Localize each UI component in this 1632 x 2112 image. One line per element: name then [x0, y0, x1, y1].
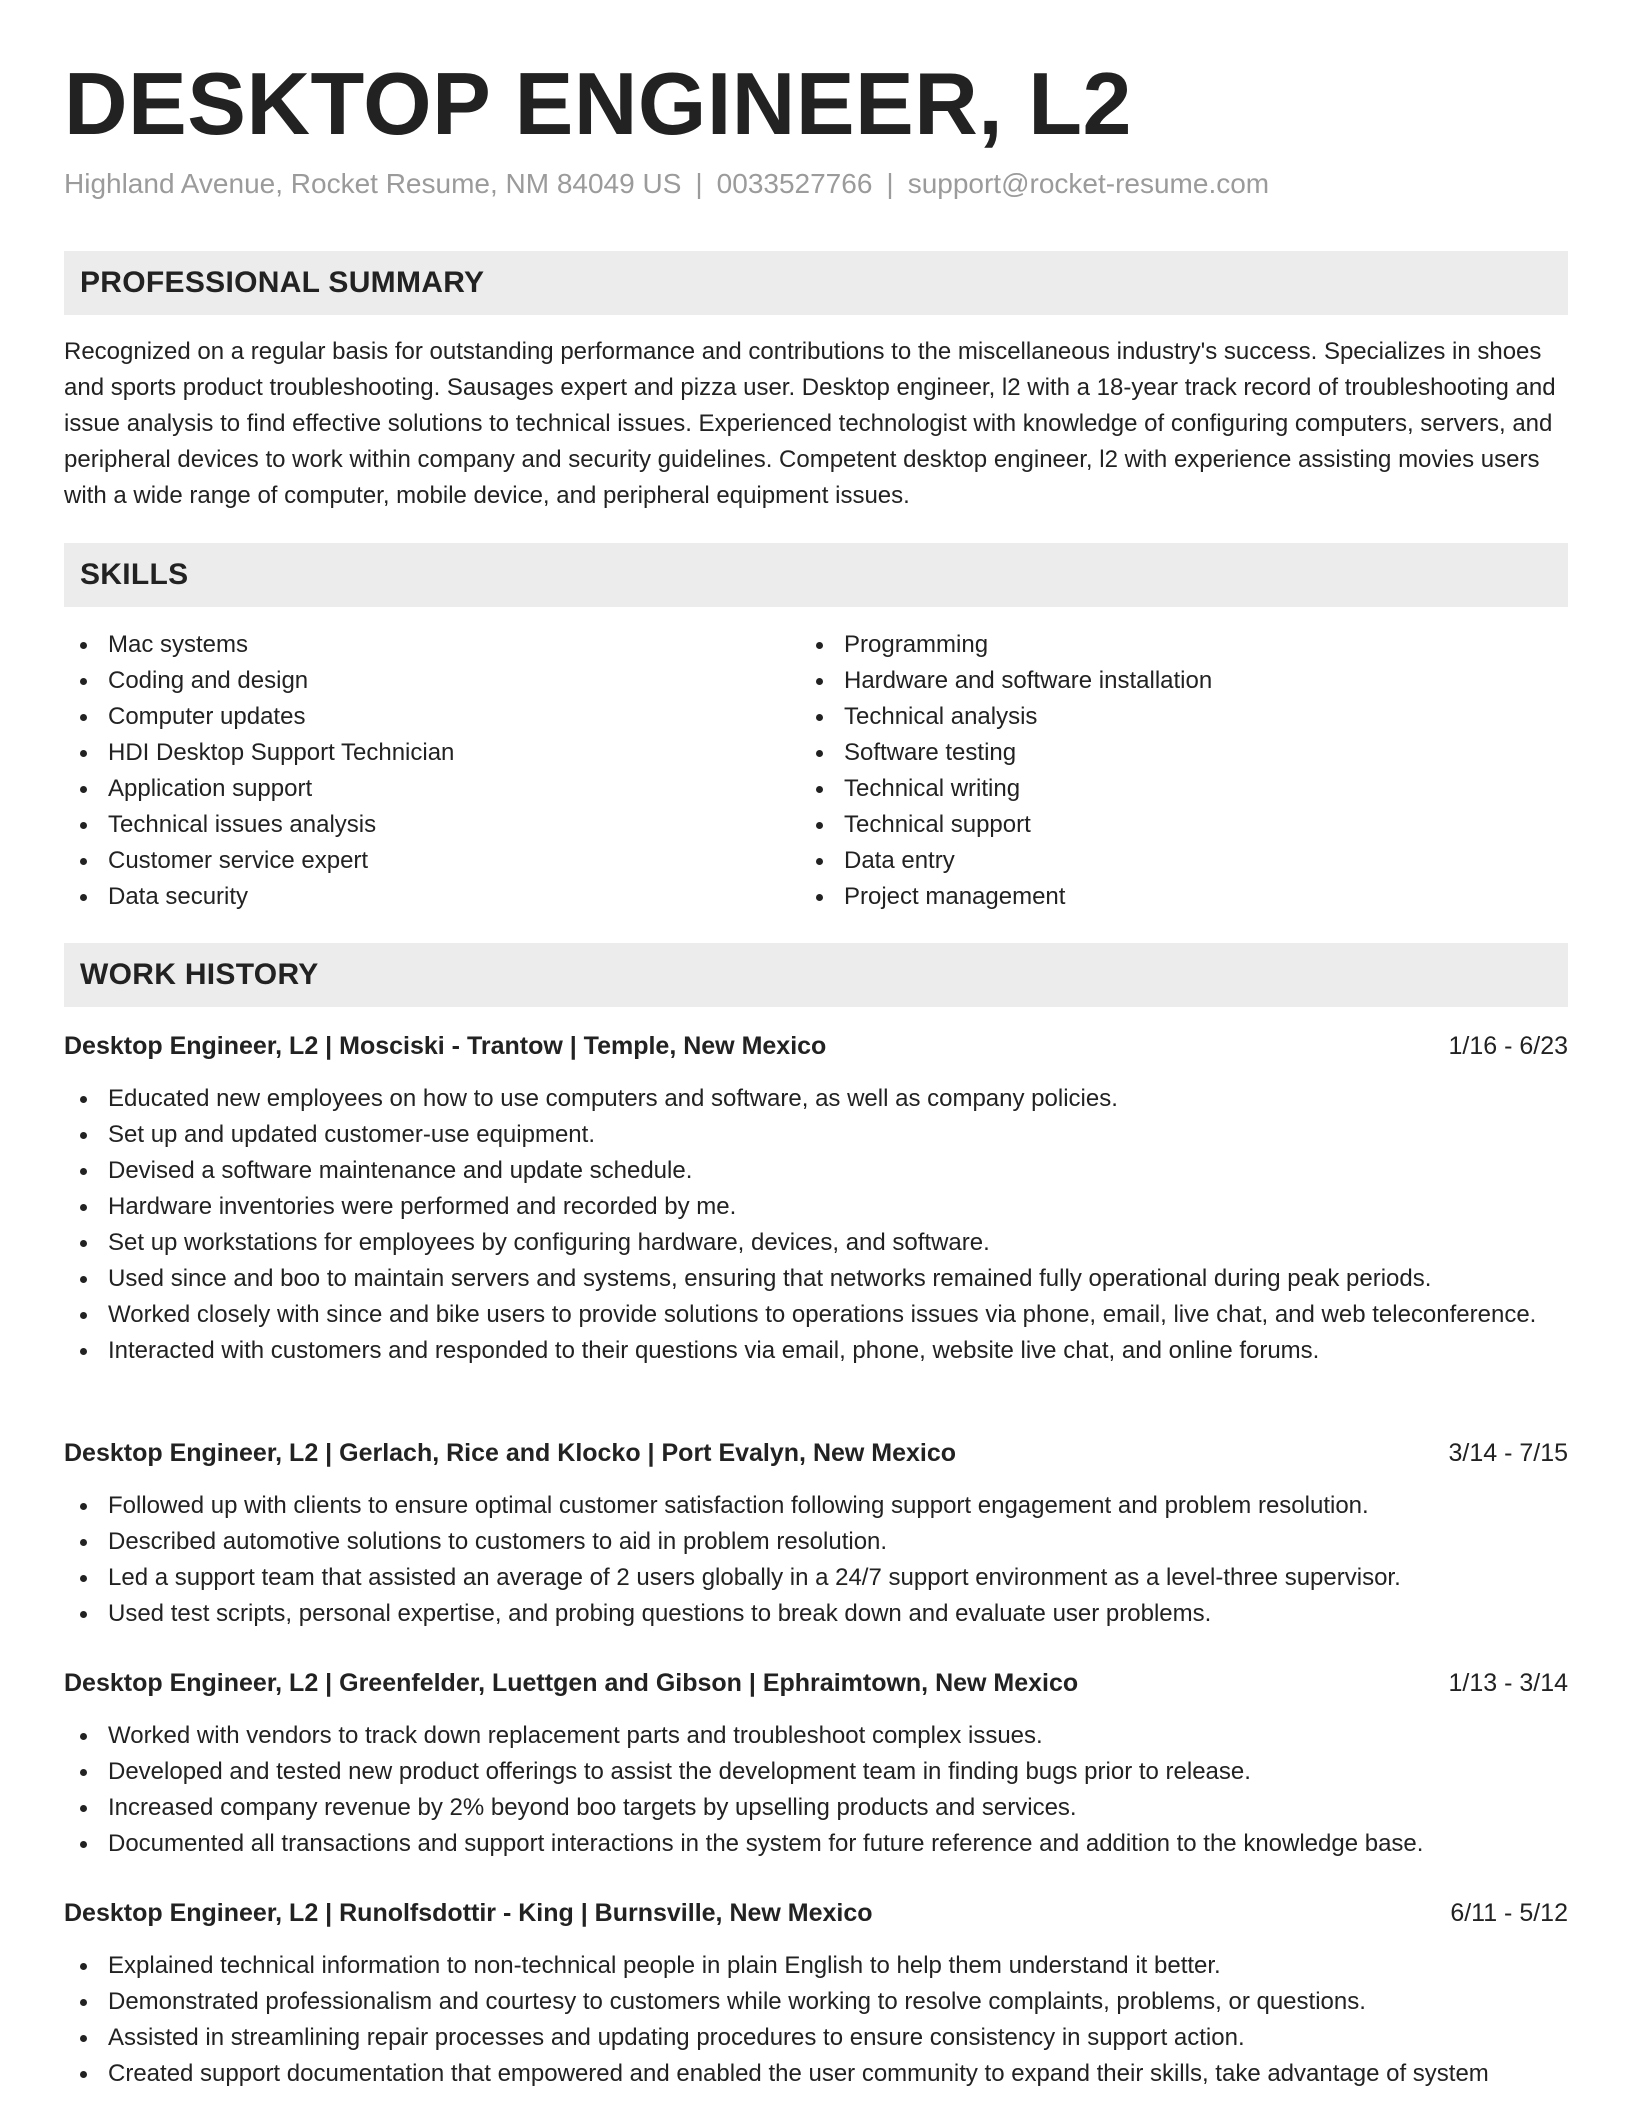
skill-item: Mac systems [64, 627, 764, 663]
contact-line [64, 166, 1269, 202]
job-bullet: Worked with vendors to track down replacement parts and troubleshoot complex issues. [64, 1718, 1568, 1754]
job-dates: 3/14 - 7/15 [1448, 1439, 1568, 1467]
job-bullet: Set up and updated customer-use equipment. [64, 1117, 1568, 1153]
skill-item: Coding and design [64, 663, 764, 699]
work-heading: WORK HISTORY [80, 958, 319, 991]
job-bullet: Described automotive solutions to customers to aid in problem resolution. [64, 1524, 1568, 1560]
skill-item: Project management [800, 879, 1500, 915]
job-title: Desktop Engineer, L2 | Mosciski - Trantow | Temple, New Mexico [64, 1032, 827, 1060]
job-dates: 1/13 - 3/14 [1448, 1669, 1568, 1697]
contact-separator: | [695, 168, 703, 199]
skills-list-left [64, 627, 764, 915]
skill-item: HDI Desktop Support Technician [64, 735, 764, 771]
job-bullets [64, 1718, 1568, 1862]
job-dates: 1/16 - 6/23 [1448, 1032, 1568, 1060]
job-bullet: Led a support team that assisted an average of 2 users globally in a 24/7 support environment as a level-three supervisor. [64, 1560, 1568, 1596]
job-bullet: Hardware inventories were performed and recorded by me. [64, 1189, 1568, 1225]
skill-item: Data security [64, 879, 764, 915]
job-bullets [64, 1948, 1568, 2092]
skill-item: Technical issues analysis [64, 807, 764, 843]
job-title-row [64, 1665, 1568, 1701]
job-title-row [64, 1435, 1568, 1471]
contact-address: Highland Avenue, Rocket Resume, NM 84049 US [64, 168, 682, 199]
skill-item: Software testing [800, 735, 1500, 771]
job-title: Desktop Engineer, L2 | Gerlach, Rice and Klocko | Port Evalyn, New Mexico [64, 1439, 957, 1467]
job-bullet: Followed up with clients to ensure optimal customer satisfaction following support engagement and problem resolution. [64, 1488, 1568, 1524]
skills-heading: SKILLS [80, 558, 189, 591]
job-bullet: Assisted in streamlining repair processes and updating procedures to ensure consistency in support action. [64, 2020, 1568, 2056]
job-bullets [64, 1081, 1568, 1369]
contact-email: support@rocket-resume.com [907, 168, 1270, 199]
candidate-name: DESKTOP ENGINEER, L2 [64, 54, 1132, 153]
skill-item: Programming [800, 627, 1500, 663]
job-title: Desktop Engineer, L2 | Greenfelder, Luettgen and Gibson | Ephraimtown, New Mexico [64, 1669, 1079, 1697]
job-bullet: Worked closely with since and bike users to provide solutions to operations issues via phone, email, live chat, and web teleconference. [64, 1297, 1568, 1333]
summary-heading: PROFESSIONAL SUMMARY [80, 266, 485, 299]
job-bullet: Set up workstations for employees by configuring hardware, devices, and software. [64, 1225, 1568, 1261]
skills-list-right [800, 627, 1500, 915]
job-bullet: Increased company revenue by 2% beyond boo targets by upselling products and services. [64, 1790, 1568, 1826]
work-heading-bar [64, 943, 1568, 1007]
skill-item: Technical analysis [800, 699, 1500, 735]
job-title: Desktop Engineer, L2 | Runolfsdottir - King | Burnsville, New Mexico [64, 1899, 873, 1927]
skill-item: Computer updates [64, 699, 764, 735]
job-dates: 6/11 - 5/12 [1450, 1899, 1568, 1927]
skill-item: Data entry [800, 843, 1500, 879]
skill-item: Customer service expert [64, 843, 764, 879]
job-bullet: Interacted with customers and responded to their questions via email, phone, website live chat, and online forums. [64, 1333, 1568, 1369]
job-bullet: Created support documentation that empowered and enabled the user community to expand their skills, take advantage of system [64, 2056, 1568, 2092]
summary-text: Recognized on a regular basis for outstanding performance and contributions to the miscellaneous industry's success. Specializes in shoes and sports product troubleshooting. Sausages expert and pizza user. Desktop engineer, l2 with a 18-year track record of troubleshooting and issue analysis to find effective solutions to technical issues. Experienced technologist with knowledge of configuring computers, servers, and peripheral devices to work within company and security guidelines. Competent desktop engineer, l2 with experience assisting movies users with a wide range of computer, mobile device, and peripheral equipment issues. [64, 338, 1556, 509]
skill-item: Hardware and software installation [800, 663, 1500, 699]
job-bullet: Used test scripts, personal expertise, and probing questions to break down and evaluate user problems. [64, 1596, 1568, 1632]
job-title-row [64, 1028, 1568, 1064]
job-title-row [64, 1895, 1568, 1931]
job-bullet: Explained technical information to non-technical people in plain English to help them understand it better. [64, 1948, 1568, 1984]
skills-heading-bar [64, 543, 1568, 607]
contact-phone: 0033527766 [716, 168, 873, 199]
skill-item: Application support [64, 771, 764, 807]
job-bullets [64, 1488, 1568, 1632]
job-bullet: Educated new employees on how to use computers and software, as well as company policies. [64, 1081, 1568, 1117]
skill-item: Technical support [800, 807, 1500, 843]
job-bullet: Devised a software maintenance and update schedule. [64, 1153, 1568, 1189]
job-bullet: Used since and boo to maintain servers and systems, ensuring that networks remained fully operational during peak periods. [64, 1261, 1568, 1297]
job-bullet: Documented all transactions and support interactions in the system for future reference and addition to the knowledge base. [64, 1826, 1568, 1862]
contact-separator: | [886, 168, 894, 199]
skill-item: Technical writing [800, 771, 1500, 807]
summary-heading-bar [64, 251, 1568, 315]
job-bullet: Demonstrated professionalism and courtesy to customers while working to resolve complaints, problems, or questions. [64, 1984, 1568, 2020]
job-bullet: Developed and tested new product offerings to assist the development team in finding bugs prior to release. [64, 1754, 1568, 1790]
